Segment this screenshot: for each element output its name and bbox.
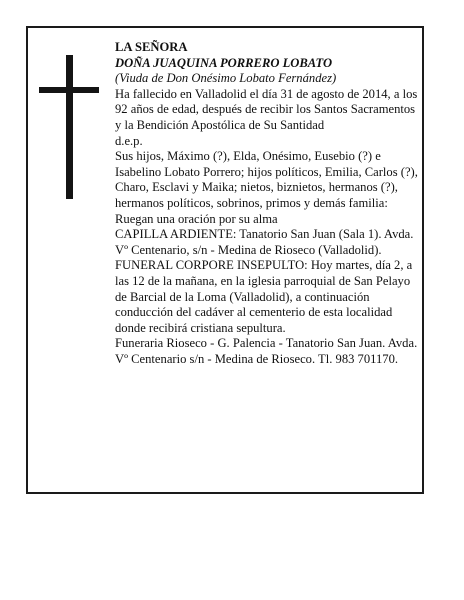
family-list: Sus hijos, Máximo (?), Elda, Onésimo, Eusebio (?) e Isabelino Lobato Porrero; hijos políticos, Emilia, Carlos (?), Charo, Esclavi y Maika; nietos, biznietos, hermanos (?), hermanos políticos, sobrinos, primos y demás familia: [115,149,418,210]
obituary-text [115,40,419,367]
widow-line: (Viuda de Don Onésimo Lobato Fernández) [115,71,337,86]
chapel-info: CAPILLA ARDIENTE: Tanatorio San Juan (Sala 1). Avda. Vº Centenario, s/n - Medina de Rioseco (Valladolid). [115,227,414,257]
death-announcement: Ha fallecido en Valladolid el día 31 de agosto de 2014, a los 92 años de edad, después de recibir los Santos Sacramentos y la Bendición Apostólica de Su Santidad [115,86,418,132]
cross-icon [39,55,99,199]
prayer-request: Ruegan una oración por su alma [115,211,278,226]
deceased-name: DOÑA JUAQUINA PORRERO LOBATO [115,55,333,70]
obituary-notice [26,26,424,494]
cross-vertical-bar [66,55,73,199]
funeral-home-info: Funeraria Rioseco - G. Palencia - Tanatorio San Juan. Avda. Vº Centenario s/n - Medina de Rioseco. Tl. 983 701170. [115,336,418,366]
funeral-info: FUNERAL CORPORE INSEPULTO: Hoy martes, día 2, a las 12 de la mañana, en la iglesia parroquial de San Pelayo de Barcial de la Loma (Valladolid), a continuación conducción del cadáver al cementerio de esta localidad donde recibirá cristiana sepultura. [115,258,413,335]
notice-title: LA SEÑORA [115,40,188,54]
dep-line: d.e.p. [115,133,143,148]
cross-horizontal-bar [39,87,99,93]
